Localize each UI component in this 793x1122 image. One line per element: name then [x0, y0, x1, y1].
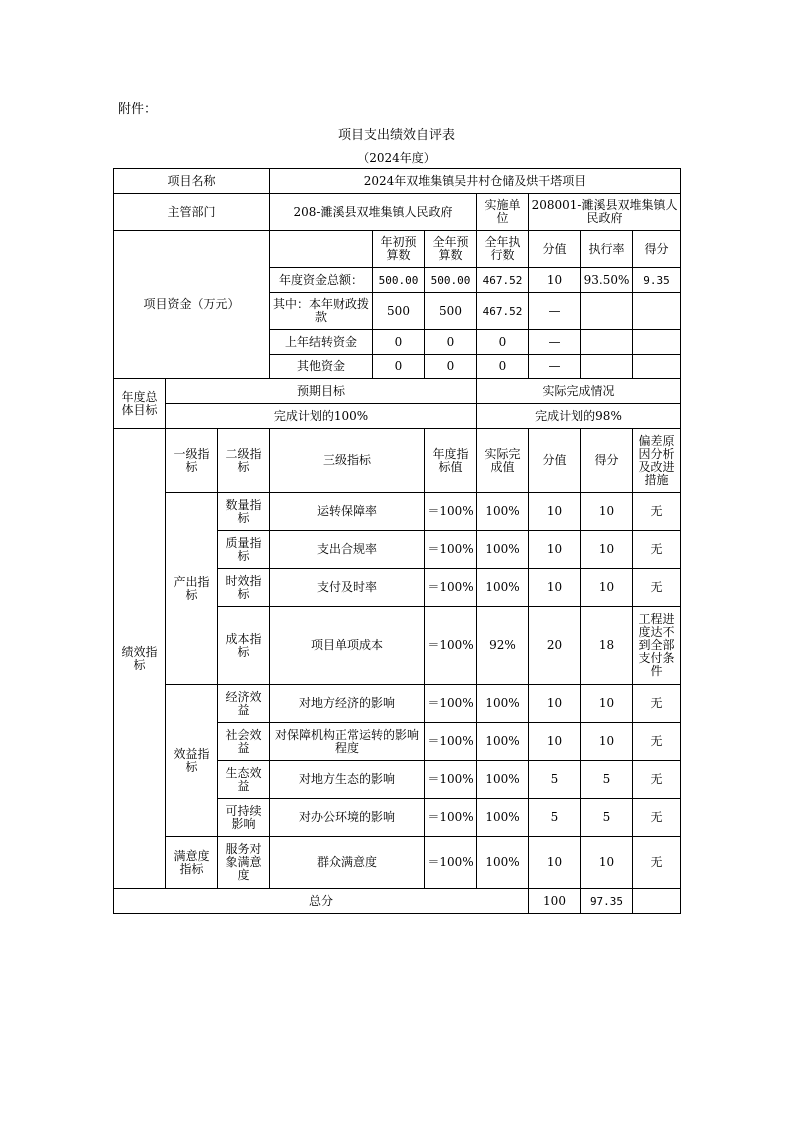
funds-row-name: 上年结转资金: [270, 330, 373, 355]
indicator-row: [114, 493, 681, 531]
perf-header-l2: 二级指标: [218, 429, 270, 493]
indicator-max: 10: [529, 723, 581, 761]
funds-row-score: [633, 330, 681, 355]
self-evaluation-table: [113, 168, 681, 914]
indicator-actual: 100%: [477, 493, 529, 531]
dept-value: 208-濉溪县双堆集镇人民政府: [270, 194, 477, 231]
project-name-label: 项目名称: [114, 169, 270, 194]
funds-row-score-max: —: [529, 330, 581, 355]
indicator-max: 10: [529, 493, 581, 531]
indicator-max: 10: [529, 837, 581, 889]
funds-row-name: 年度资金总额：: [270, 268, 373, 293]
funds-row-exec: 0: [477, 355, 529, 379]
indicator-target: ＝100%: [425, 493, 477, 531]
funds-header-blank: [270, 231, 373, 268]
form-year: （2024年度）: [357, 151, 436, 165]
indicator-l2: 成本指标: [218, 607, 270, 685]
funds-row-exec: 467.52: [477, 268, 529, 293]
goals-label: 年度总体目标: [114, 379, 166, 429]
indicator-score: 10: [581, 837, 633, 889]
project-name-row: [114, 169, 681, 194]
indicator-target: ＝100%: [425, 607, 477, 685]
indicator-actual: 100%: [477, 837, 529, 889]
indicator-l2: 质量指标: [218, 531, 270, 569]
indicator-note: 无: [633, 531, 681, 569]
funds-header-rate: 执行率: [581, 231, 633, 268]
indicator-target: ＝100%: [425, 685, 477, 723]
project-name-value: 2024年双堆集镇吴井村仓储及烘干塔项目: [270, 169, 681, 194]
funds-row-rate: 93.50%: [581, 268, 633, 293]
indicator-max: 5: [529, 799, 581, 837]
indicator-max: 10: [529, 685, 581, 723]
form-title: 项目支出绩效自评表: [337, 128, 455, 143]
indicator-l3: 支出合规率: [270, 531, 425, 569]
funds-label: 项目资金（万元）: [114, 231, 270, 379]
indicator-score: 10: [581, 569, 633, 607]
funds-row-initial: 500.00: [373, 268, 425, 293]
perf-header-note: 偏差原因分析及改进措施: [633, 429, 681, 493]
indicator-score: 18: [581, 607, 633, 685]
indicator-l3: 运转保障率: [270, 493, 425, 531]
indicator-target: ＝100%: [425, 531, 477, 569]
goals-actual-header: 实际完成情况: [477, 379, 681, 404]
indicator-score: 5: [581, 799, 633, 837]
funds-row-name: 其他资金: [270, 355, 373, 379]
perf-header-l3: 三级指标: [270, 429, 425, 493]
indicator-actual: 100%: [477, 761, 529, 799]
indicator-l2: 生态效益: [218, 761, 270, 799]
funds-row-rate: [581, 330, 633, 355]
indicator-actual: 92%: [477, 607, 529, 685]
group-benefit: 效益指标: [166, 685, 218, 837]
indicator-note: 无: [633, 837, 681, 889]
funds-row-rate: [581, 293, 633, 330]
funds-row-exec: 467.52: [477, 293, 529, 330]
indicator-target: ＝100%: [425, 761, 477, 799]
funds-row-full: 500.00: [425, 268, 477, 293]
performance-label: 绩效指标: [114, 429, 166, 889]
funds-row-score-max: 10: [529, 268, 581, 293]
indicator-max: 20: [529, 607, 581, 685]
indicator-l3: 对地方生态的影响: [270, 761, 425, 799]
attachment-label: 附件：: [118, 102, 158, 117]
group-output: 产出指标: [166, 493, 218, 685]
funds-row-rate: [581, 355, 633, 379]
indicator-note: 无: [633, 761, 681, 799]
indicator-l2: 数量指标: [218, 493, 270, 531]
indicator-target: ＝100%: [425, 799, 477, 837]
goals-expected-header: 预期目标: [166, 379, 477, 404]
funds-row-initial: 0: [373, 330, 425, 355]
funds-row-full: 500: [425, 293, 477, 330]
goals-actual: 完成计划的98%: [477, 404, 681, 429]
funds-header-full: 全年预算数: [425, 231, 477, 268]
indicator-row: [114, 837, 681, 889]
indicator-l2: 可持续影响: [218, 799, 270, 837]
indicator-max: 10: [529, 531, 581, 569]
indicator-l3: 支付及时率: [270, 569, 425, 607]
goals-value-row: [114, 404, 681, 429]
indicator-max: 5: [529, 761, 581, 799]
funds-row-score: [633, 355, 681, 379]
indicator-l3: 对地方经济的影响: [270, 685, 425, 723]
unit-label: 实施单位: [477, 194, 529, 231]
perf-header-l1: 一级指标: [166, 429, 218, 493]
group-satisfaction: 满意度指标: [166, 837, 218, 889]
indicator-target: ＝100%: [425, 569, 477, 607]
indicator-l2: 经济效益: [218, 685, 270, 723]
funds-header-score: 得分: [633, 231, 681, 268]
indicator-l3: 对办公环境的影响: [270, 799, 425, 837]
perf-header-actual: 实际完成值: [477, 429, 529, 493]
funds-row-full: 0: [425, 355, 477, 379]
performance-header-row: [114, 429, 681, 493]
indicator-l3: 项目单项成本: [270, 607, 425, 685]
indicator-row: [114, 685, 681, 723]
goals-expected: 完成计划的100%: [166, 404, 477, 429]
indicator-note: 无: [633, 569, 681, 607]
funds-row-exec: 0: [477, 330, 529, 355]
indicator-score: 10: [581, 723, 633, 761]
total-score: 97.35: [581, 889, 633, 914]
indicator-score: 5: [581, 761, 633, 799]
funds-row-score-max: —: [529, 293, 581, 330]
indicator-target: ＝100%: [425, 723, 477, 761]
department-row: [114, 194, 681, 231]
total-label: 总分: [114, 889, 529, 914]
indicator-l2: 服务对象满意度: [218, 837, 270, 889]
perf-header-score: 得分: [581, 429, 633, 493]
dept-label: 主管部门: [114, 194, 270, 231]
unit-value: 208001-濉溪县双堆集镇人民政府: [529, 194, 681, 231]
indicator-l3: 群众满意度: [270, 837, 425, 889]
funds-row-name: 其中：本年财政拨款: [270, 293, 373, 330]
indicator-score: 10: [581, 685, 633, 723]
indicator-l3: 对保障机构正常运转的影响程度: [270, 723, 425, 761]
indicator-note: 无: [633, 799, 681, 837]
funds-row-score: 9.35: [633, 268, 681, 293]
indicator-actual: 100%: [477, 685, 529, 723]
indicator-score: 10: [581, 493, 633, 531]
goals-header-row: [114, 379, 681, 404]
total-blank: [633, 889, 681, 914]
indicator-note: 无: [633, 723, 681, 761]
indicator-note: 无: [633, 685, 681, 723]
indicator-l2: 时效指标: [218, 569, 270, 607]
funds-header-score-max: 分值: [529, 231, 581, 268]
indicator-actual: 100%: [477, 723, 529, 761]
indicator-actual: 100%: [477, 531, 529, 569]
indicator-target: ＝100%: [425, 837, 477, 889]
funds-header-row: [114, 231, 681, 268]
total-row: [114, 889, 681, 914]
funds-row-score-max: —: [529, 355, 581, 379]
total-max: 100: [529, 889, 581, 914]
funds-row-score: [633, 293, 681, 330]
perf-header-max: 分值: [529, 429, 581, 493]
funds-row-initial: 500: [373, 293, 425, 330]
indicator-note: 工程进度达不到全部支付条件: [633, 607, 681, 685]
indicator-note: 无: [633, 493, 681, 531]
funds-header-exec: 全年执行数: [477, 231, 529, 268]
funds-header-initial: 年初预算数: [373, 231, 425, 268]
funds-row-full: 0: [425, 330, 477, 355]
indicator-l2: 社会效益: [218, 723, 270, 761]
indicator-score: 10: [581, 531, 633, 569]
funds-row-initial: 0: [373, 355, 425, 379]
indicator-actual: 100%: [477, 569, 529, 607]
perf-header-target: 年度指标值: [425, 429, 477, 493]
indicator-max: 10: [529, 569, 581, 607]
indicator-actual: 100%: [477, 799, 529, 837]
